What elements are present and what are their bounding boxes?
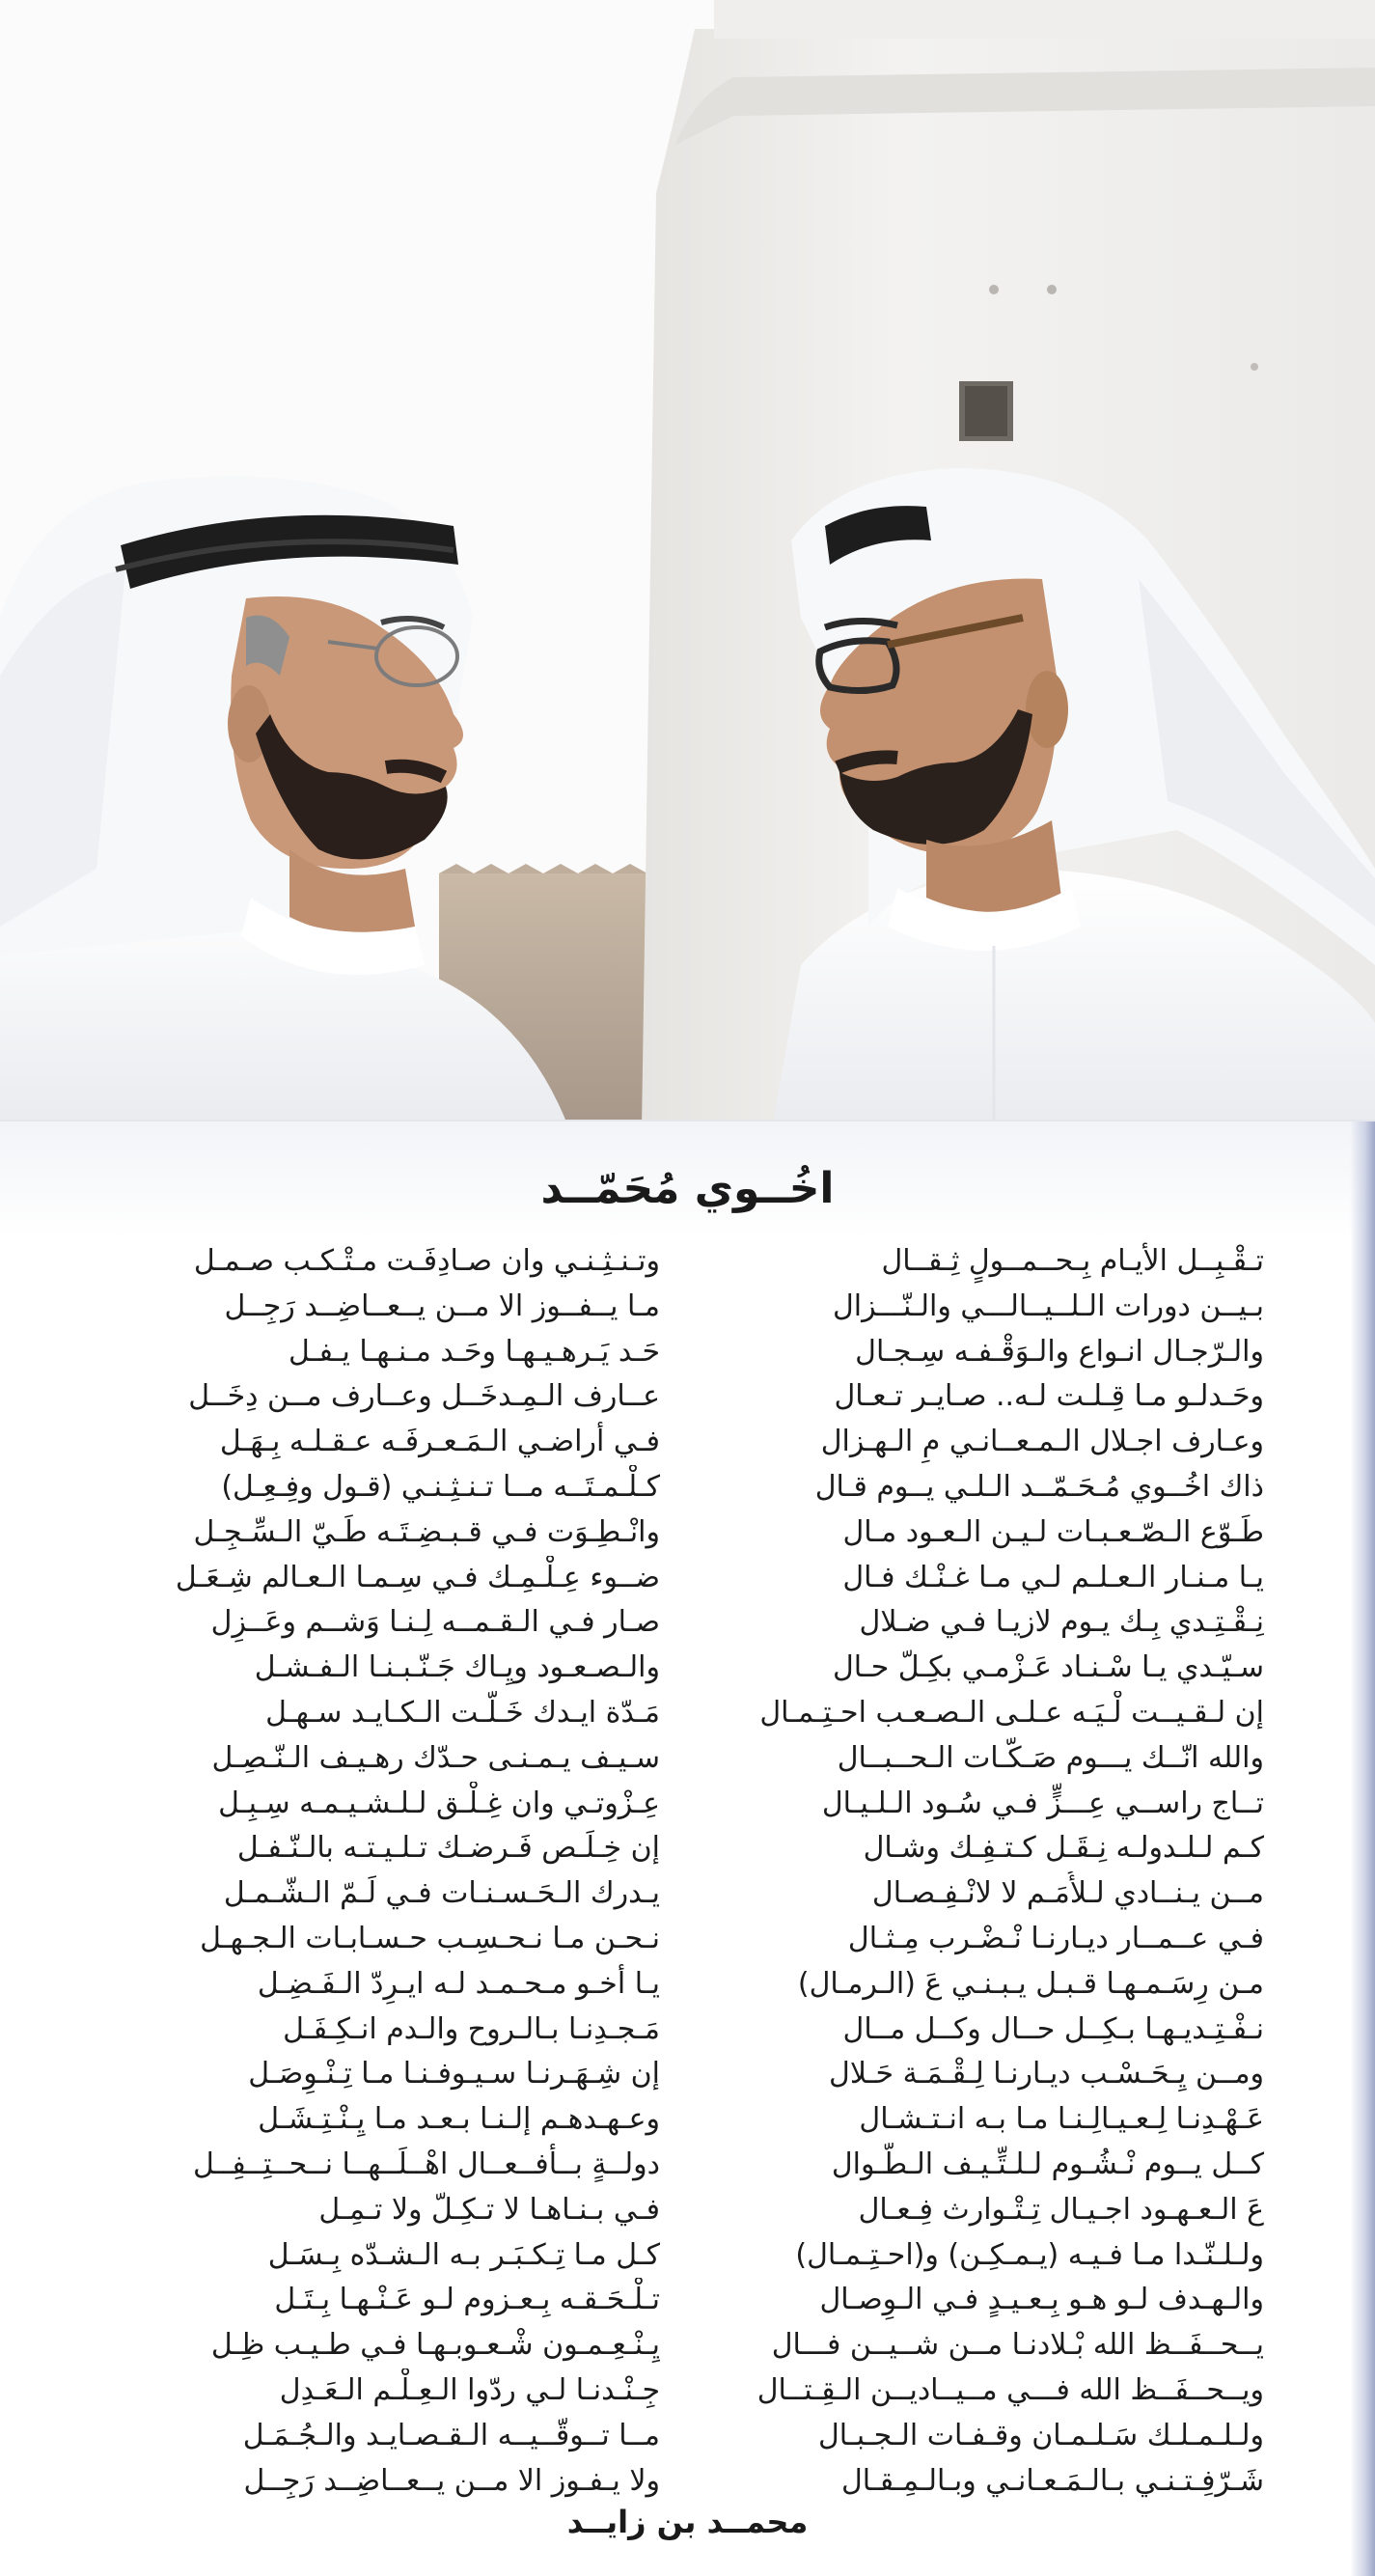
poem-verse: مــا تــوقّــيــه الـقـصـايـد والـجُـمَـل (242, 2418, 660, 2452)
poem-verse: إن شِـهَـرنـا سـيـوفـنـا مـا تِـنْـوِصَـل (248, 2057, 660, 2091)
poem-verse: صـار فـي الـقـمــه لِـنـا وَشــم وعَــزِل (210, 1605, 660, 1640)
poem-verse: تــاج راســي عِـــزٍّ فـي سُـود الـلـيـال (821, 1786, 1264, 1820)
poem-verse: والـصـعـود ويِـاك جَـنّـبـنـا الـفـشـل (254, 1650, 660, 1685)
poem-verse: مَـدّة ايـدك خَـلّـت الـكـايـد سـهـل (265, 1695, 660, 1730)
poem-verse: ولـلـمـلـك سَـلـمـان وقـفـات الـجـبـال (818, 2418, 1264, 2452)
poem-verse: سـيـف يـمـنـى حـدّك رهـيـف الـنّـصِـل (211, 1740, 660, 1775)
poem-column-left (91, 1239, 660, 2504)
poem-verse: ولا يـفـوز الا مــن يــعــاضِــد رَجِــل (243, 2463, 660, 2498)
hero-photo (0, 0, 1375, 1129)
poem-verse: فـي بـنـاهـا لا تـكِـلّ ولا تـمِـل (318, 2192, 660, 2227)
poem-verse: يـدرك الـحَـسـنـات فـي لَـمّ الـشّـمـل (223, 1876, 660, 1911)
poem-verse: عــارف الـمِـدخَــل وعــارف مــن دِخَــل (188, 1379, 660, 1414)
poem-verse: يِـنْـعِـمـون شْـعـوبـهـا فـي طـيـب ظِـل (210, 2328, 660, 2363)
poem-verse: والله انّــك يـــوم صَـكّـات الـحــبــال (837, 1740, 1264, 1775)
poem-verse: يـا أخـو مـحـمـد لـه ايـرِدّ الـفَـضِـل (257, 1966, 660, 2001)
poem-verse: إن لـقـيــت لْـيَـه عـلـى الـصـعـب احـتِـمـال (759, 1695, 1264, 1730)
poem-verse: نـفْـتِـديـهـا بـكِــل حــال وكــل مــال (842, 2011, 1264, 2046)
poem-verse: وتـنـثِـنـي وان صـادِفَـت مـتْـكـب صـمـل (193, 1244, 660, 1278)
poem-verse: والـهـدف لـو هـو بِـعـيـدٍ فـي الـوِصـال (819, 2283, 1264, 2317)
poem-verse: ضــوء عِـلْـمِـك فـي سِـمـا الـعـالم شِـعَـل (175, 1560, 660, 1594)
portrait-illustration (0, 0, 1375, 1129)
poem-verse: تـلْـحَـقـه بِـعـزوم لـو عَـنْـهـا بِـتَـل (274, 2283, 660, 2317)
poem-verse: عِـزْوتـي وان غِـلْـق لـلـشـيـمـه سِـبِـل (218, 1786, 660, 1820)
poem-panel (0, 1120, 1375, 2576)
poem-verse: تـقْـبِــل الأيـام بِـحــمــولٍ ثِـقــال (881, 1244, 1264, 1278)
poem-verse: حَـد يَـرهـيـهـا وحَـد مـنـهـا يـفـل (289, 1334, 660, 1369)
poem-verse: يـا مـنـار الـعـلـم لـي مـا غـنْـك فـال (842, 1560, 1264, 1594)
poem-verse: كـم لـلـدولـه نِـقَـل كـتـفِـك وشـال (863, 1831, 1264, 1866)
poem-verse: كــل يــوم نْـشُـوم لـلـتِّـيـف الـطّـوال (831, 2147, 1264, 2181)
poem-verse: دولــةٍ بــأفــعــال اهْــلَــهــا نــحــتِــفِــل (193, 2147, 660, 2181)
poem-title: اخُــوي مُحَمّــد (540, 1164, 835, 1213)
poem-verse: ذاك اخُــوي مُـحَـمّــد الـلـي يــوم قـال (814, 1469, 1264, 1504)
poem-verse: مـن رِسَـمـهـا قـبـل يـبـنـي عَ (الـرمـال) (797, 1966, 1264, 2001)
poem-verse: مَـجـدِنـا بـالـروح والـدم انـكِـفَـل (283, 2011, 660, 2046)
poem-verse: عَ الـعـهـود اجـيـال تِـتْـوارث فِـعـال (858, 2192, 1264, 2227)
poem-verse: ويــحــفَــظ الله فـــي مــيــاديــن الـقِـتــال (756, 2372, 1264, 2407)
poem-verse: وعـارف اجـلال الـمـعــانـي مِ الـهـزال (820, 1425, 1264, 1459)
poem-verse: ولـلـنّـدا مـا فـيـه (يـمـكِـن) و(احـتِـمـال) (795, 2237, 1264, 2272)
poem-verse: مـا يــفــوز الا مــن يــعــاضِــد رَجِــل (224, 1288, 660, 1323)
poem-verse: فـي أراضـي الـمَـعـرفَـه عـقـلـه بِـهَـل (219, 1425, 660, 1459)
poem-verse: شَـرّفِـتـنـي بـالـمَـعـانـي وبـالـمِـقـال (841, 2463, 1264, 2498)
poem-author: محمــد بن زايــد (566, 2504, 809, 2540)
poem-verse: يــحــفَــظ الله بْـلادنـا مــن شــيــن فـــال (771, 2328, 1264, 2363)
poem-verse: والـرّجـال انـواع والـوَقْـفـه سِـجـال (855, 1334, 1264, 1369)
poem-verse: طَـوّع الـصّـعـبـات لـيـن الـعـود مـال (842, 1514, 1264, 1549)
poem-verse: وعـهـدهـم إلـنـا بـعـد مـا يِـنْـتِـشَـل (258, 2102, 660, 2137)
poem-verse: نِـقْـتِـدي بِـك يـوم لازيـا فـي ضـلال (859, 1605, 1264, 1640)
poem-verse: كـل مـا تِـكـبَـر بـه الـشـدّه بِـسَـل (267, 2237, 660, 2272)
poem-verse: إن خِـلَـص فَـرضـك تـلـيـتـه بالـنّـفـل (236, 1831, 660, 1866)
poem-verse: مــن يـنــادي لـلأُمَـم لا لانْـفِـصـال (871, 1876, 1264, 1911)
poem-verse: كـلْـمـتَــه مــا تـنـثِـنـي (قـول وفِـعِـل) (221, 1469, 660, 1504)
poem-column-right (695, 1239, 1264, 2504)
poem-verse: عَـهْـدِنـا لِـعـيـالِـنـا مـا بـه انـتـشـال (859, 2102, 1264, 2137)
poem-verse: وانْـطِـوَت فـي قـبـضِـتَـه طَـيّ الـسِّـجِـل (193, 1514, 660, 1549)
poem-verse: سـيّـدي يـا سْـنـاد عَـزْمـي بكِـلّ حـال (832, 1650, 1264, 1685)
page-edge-shadow (1350, 1122, 1375, 2576)
poem-verse: وحَـدلـو مـا قِـلـت لـه.. صـايـر تـعـال (834, 1379, 1264, 1414)
poem-verse: نـحـن مـا نـحـسِـب حـسـابـات الـجـهـل (200, 1921, 660, 1955)
poem-verse: فـي عــمــار ديـارنـا نْـضْـرب مِـثـال (847, 1921, 1264, 1955)
poem-verse: جِـنْـدنـا لـي ردّوا الـعِـلْـم الـعَـدِل (279, 2372, 660, 2407)
poem-verse: بـيــن دورات الـلــيــالـــي والـنّـــزال (832, 1288, 1264, 1323)
poem-verse: ومــن يِـحَـسْـب ديـارنـا لِـقْـمَـة حَـلال (829, 2057, 1264, 2091)
